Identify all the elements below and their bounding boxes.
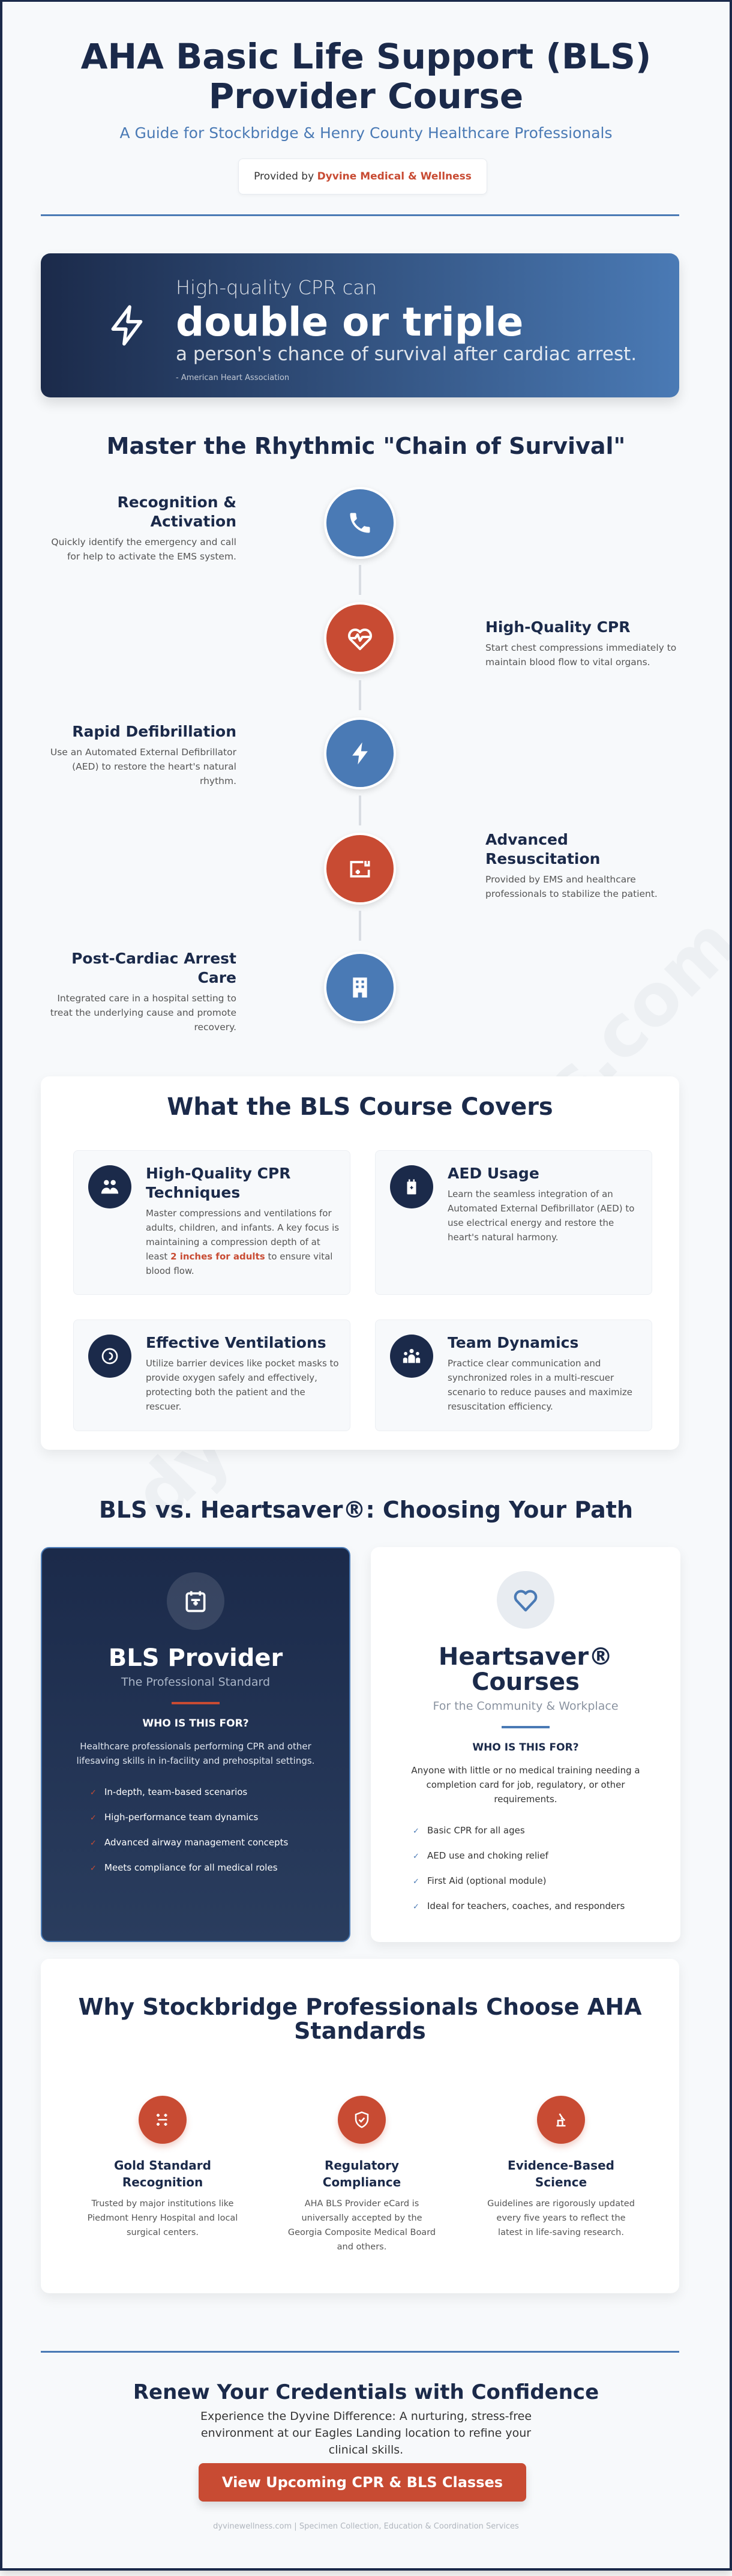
chain-step-text bbox=[38, 722, 236, 788]
chain-step-text bbox=[485, 618, 683, 669]
medical-calendar-icon bbox=[167, 1572, 224, 1630]
provider-name: Dyvine Medical & Wellness bbox=[317, 170, 472, 182]
check-icon: ✓ bbox=[90, 1814, 97, 1823]
check-icon: ✓ bbox=[413, 1852, 419, 1861]
desc-text: to ensure vital blood flow. bbox=[146, 1251, 333, 1276]
check-icon: ✓ bbox=[90, 1839, 97, 1848]
bls-feature-list bbox=[90, 1780, 349, 1881]
list-item bbox=[413, 1894, 680, 1919]
page-title: AHA Basic Life Support (BLS) Provider Course bbox=[80, 36, 652, 116]
cover-item bbox=[73, 1320, 350, 1431]
check-icon: ✓ bbox=[413, 1827, 419, 1836]
list-item bbox=[90, 1805, 349, 1830]
chain-step-desc: Provided by EMS and healthcare professionals to stabilize the patient. bbox=[485, 874, 658, 899]
list-item-text: AED use and choking relief bbox=[427, 1850, 548, 1861]
chain-step-desc: Quickly identify the emergency and call for help to activate the EMS system. bbox=[51, 537, 236, 562]
microscope-icon bbox=[537, 2096, 585, 2144]
team-icon bbox=[390, 1335, 433, 1378]
provided-prefix: Provided by bbox=[254, 170, 314, 182]
hero-stat-banner bbox=[41, 253, 679, 397]
chain-step bbox=[2, 717, 730, 833]
list-item-text: First Aid (optional module) bbox=[427, 1875, 547, 1886]
aed-icon bbox=[390, 1165, 433, 1208]
chain-connector bbox=[359, 911, 361, 941]
list-item bbox=[90, 1830, 349, 1856]
cover-item-title: Team Dynamics bbox=[448, 1334, 579, 1351]
heart-pulse-icon bbox=[324, 602, 396, 674]
list-item-text: Meets compliance for all medical roles bbox=[104, 1862, 278, 1873]
hero-line-3: a person's chance of survival after cardiac arrest. bbox=[176, 343, 637, 365]
people-icon bbox=[88, 1165, 131, 1208]
shield-check-icon bbox=[338, 2096, 386, 2144]
why-item bbox=[284, 2096, 440, 2254]
heartsaver-feature-list bbox=[413, 1818, 680, 1919]
list-item-text: Ideal for teachers, coaches, and responders bbox=[427, 1901, 625, 1911]
list-item bbox=[413, 1818, 680, 1844]
covers-title: What the BLS Course Covers bbox=[167, 1093, 553, 1121]
check-icon: ✓ bbox=[413, 1902, 419, 1911]
cover-item-desc: Practice clear communication and synchronized roles in a multi-rescuer scenario to reduce pauses and maximize resuscitation efficiency. bbox=[448, 1358, 632, 1412]
page-subtitle: A Guide for Stockbridge & Henry County Healthcare Professionals bbox=[119, 124, 613, 142]
chain-step-text bbox=[38, 493, 236, 564]
cta-text: Experience the Dyvine Difference: A nurturing, stress-free environment at our Eagles Landing location to refine your clinical skills. bbox=[200, 2410, 532, 2457]
list-item bbox=[413, 1844, 680, 1869]
chain-step-title: Rapid Defibrillation bbox=[72, 723, 236, 740]
why-item-desc: Guidelines are rigorously updated every five years to reflect the latest in life-saving research. bbox=[487, 2199, 635, 2237]
list-item bbox=[90, 1856, 349, 1881]
view-classes-button[interactable]: View Upcoming CPR & BLS Classes bbox=[199, 2463, 526, 2502]
why-item-title: Regulatory Compliance bbox=[322, 2158, 401, 2189]
list-item-text: Advanced airway management concepts bbox=[104, 1837, 289, 1848]
divider bbox=[41, 214, 679, 216]
bls-title: BLS Provider bbox=[108, 1644, 283, 1672]
bls-provider-card bbox=[41, 1547, 350, 1942]
desc-highlight: 2 inches for adults bbox=[170, 1251, 265, 1262]
cover-item-title: High-Quality CPR Techniques bbox=[146, 1165, 291, 1201]
check-icon: ✓ bbox=[90, 1788, 97, 1797]
list-item-text: In-depth, team-based scenarios bbox=[104, 1787, 248, 1797]
chain-connector bbox=[359, 565, 361, 595]
hospital-icon bbox=[324, 952, 396, 1024]
bls-subtitle: The Professional Standard bbox=[121, 1676, 271, 1689]
why-item-desc: Trusted by major institutions like Piedmont Henry Hospital and local surgical centers. bbox=[87, 2199, 238, 2237]
chain-step-desc: Start chest compressions immediately to maintain blood flow to vital organs. bbox=[485, 642, 677, 668]
cover-item bbox=[73, 1150, 350, 1295]
chain-connector bbox=[359, 680, 361, 710]
chain-step-desc: Integrated care in a hospital setting to treat the underlying cause and promote recovery. bbox=[50, 993, 236, 1033]
list-item-text: High-performance team dynamics bbox=[104, 1812, 259, 1823]
chain-step bbox=[2, 487, 730, 602]
why-title: Why Stockbridge Professionals Choose AHA Standards bbox=[78, 1994, 642, 2044]
provided-by-badge bbox=[238, 158, 487, 195]
chain-step-title: High-Quality CPR bbox=[485, 618, 631, 636]
accent-bar bbox=[172, 1702, 220, 1704]
compare-section-title: BLS vs. Heartsaver®: Choosing Your Path bbox=[98, 1497, 634, 1523]
desc-text: Master compressions and ventilations for adults, children, and infants. A key focus is maintaining a compression depth of at least bbox=[146, 1208, 340, 1262]
lightning-icon bbox=[106, 300, 150, 351]
chain-step bbox=[2, 833, 730, 948]
list-item-text: Basic CPR for all ages bbox=[427, 1825, 525, 1836]
heartsaver-card bbox=[371, 1547, 680, 1942]
footer-text: dyvinewellness.com | Specimen Collection, Education & Coordination Services bbox=[213, 2522, 519, 2531]
why-item bbox=[483, 2096, 639, 2240]
check-icon: ✓ bbox=[90, 1864, 97, 1873]
list-item bbox=[90, 1780, 349, 1805]
cta-title: Renew Your Credentials with Confidence bbox=[133, 2380, 599, 2404]
breath-icon bbox=[88, 1335, 131, 1378]
cover-item bbox=[375, 1320, 652, 1431]
why-item-title: Gold Standard Recognition bbox=[114, 2158, 211, 2189]
chain-step-title: Recognition & Activation bbox=[117, 493, 236, 530]
hero-highlight: double or triple bbox=[176, 299, 524, 345]
heartsaver-subtitle: For the Community & Workplace bbox=[433, 1700, 619, 1713]
heartsaver-description: Anyone with little or no medical training needing a completion card for job, regulatory, or other requirements. bbox=[411, 1765, 640, 1805]
course-covers-card bbox=[41, 1076, 679, 1450]
chain-step bbox=[2, 952, 730, 1067]
chain-step-desc: Use an Automated External Defibrillator (AED) to restore the heart's natural rhythm. bbox=[50, 747, 236, 786]
why-item-title: Evidence-Based Science bbox=[508, 2158, 614, 2189]
cover-item-title: AED Usage bbox=[448, 1165, 539, 1182]
check-icon: ✓ bbox=[413, 1877, 419, 1886]
cover-item-desc bbox=[146, 1206, 340, 1278]
award-icon bbox=[139, 2096, 187, 2144]
accent-bar bbox=[502, 1726, 550, 1728]
heartsaver-who-heading: WHO IS THIS FOR? bbox=[472, 1742, 579, 1754]
chain-section-title: Master the Rhythmic "Chain of Survival" bbox=[106, 433, 626, 459]
list-item bbox=[413, 1869, 680, 1894]
phone-icon bbox=[324, 487, 396, 559]
chain-step-title: Post-Cardiac Arrest Care bbox=[71, 950, 236, 986]
cover-item-title: Effective Ventilations bbox=[146, 1334, 326, 1351]
chain-step-text bbox=[485, 830, 683, 901]
chain-step bbox=[2, 602, 730, 717]
chain-step-title: Advanced Resuscitation bbox=[485, 831, 601, 867]
heartsaver-title: Heartsaver® Courses bbox=[438, 1643, 613, 1696]
cover-item-desc: Learn the seamless integration of an Automated External Defibrillator (AED) to use electrical energy and restore the heart's natural harmony. bbox=[448, 1189, 635, 1243]
bls-description: Healthcare professionals performing CPR and other lifesaving skills in in-facility and prehospital settings. bbox=[76, 1741, 315, 1766]
chain-connector bbox=[359, 795, 361, 825]
chain-step-text bbox=[38, 949, 236, 1034]
divider bbox=[41, 2351, 679, 2353]
hero-source: - American Heart Association bbox=[176, 373, 290, 382]
bls-who-heading: WHO IS THIS FOR? bbox=[142, 1718, 249, 1730]
hero-line-1: High-quality CPR can bbox=[176, 276, 377, 299]
why-item bbox=[85, 2096, 241, 2240]
monitor-icon bbox=[324, 833, 396, 905]
why-aha-card bbox=[41, 1959, 679, 2293]
cover-item bbox=[375, 1150, 652, 1295]
why-item-desc: AHA BLS Provider eCard is universally accepted by the Georgia Composite Medical Board and others. bbox=[287, 2199, 436, 2252]
cover-item-desc: Utilize barrier devices like pocket masks to provide oxygen safely and effectively, protecting both the patient and the rescuer. bbox=[146, 1358, 339, 1412]
heart-icon bbox=[497, 1571, 554, 1629]
lightning-icon bbox=[324, 717, 396, 789]
